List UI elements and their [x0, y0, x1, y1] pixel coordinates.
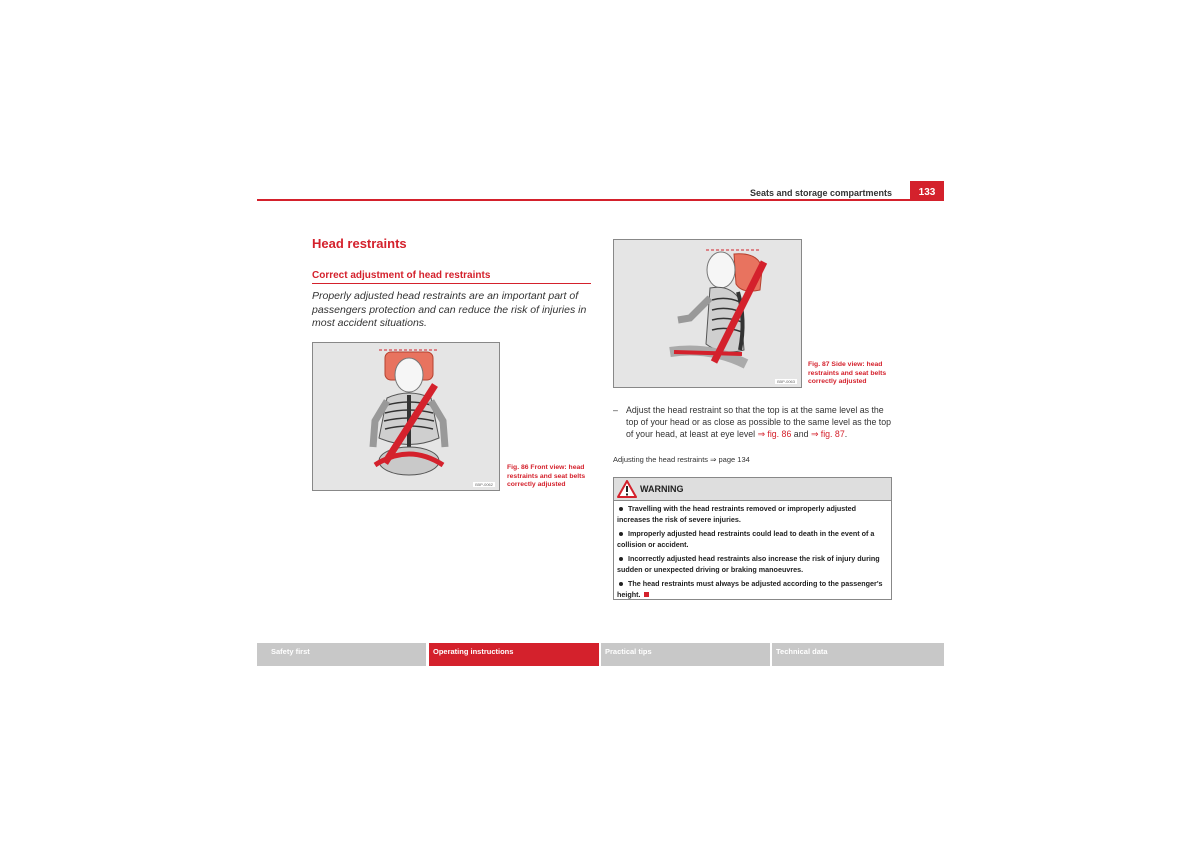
- instruction-step: [613, 404, 895, 440]
- warning-item-text: Improperly adjusted head restraints could lead to death in the event of a collision or accident.: [617, 529, 875, 549]
- warning-item-text: Travelling with the head restraints removed or improperly adjusted increases the risk of severe injuries.: [617, 504, 857, 524]
- side-view-illustration: [614, 240, 801, 387]
- intro-paragraph: Properly adjusted head restraints are an important part of passengers protection and can reduce the risk of injuries in most accident situations.: [312, 290, 587, 329]
- figure-code: B5P-0063: [777, 379, 795, 384]
- warning-title: WARNING: [640, 484, 684, 494]
- subsection-heading: Correct adjustment of head restraints: [312, 270, 491, 281]
- figure-87-side-view: [613, 239, 802, 388]
- end-marker-icon: [644, 592, 649, 597]
- bullet-icon: [619, 582, 623, 586]
- warning-item: [617, 528, 888, 550]
- footer-tab-label: Technical data: [776, 647, 828, 656]
- warning-box: [613, 477, 892, 600]
- warning-header: [614, 478, 891, 501]
- step-dash: –: [613, 405, 618, 415]
- subsection-rule: [312, 283, 591, 284]
- cross-reference-link[interactable]: Adjusting the head restraints ⇒ page 134: [613, 455, 750, 464]
- step-end: .: [844, 429, 848, 439]
- header-rule: [257, 199, 944, 201]
- fig-86-link[interactable]: ⇒ fig. 86: [757, 429, 792, 439]
- footer-tab-label: Practical tips: [605, 647, 652, 656]
- footer-tab-practical-tips[interactable]: [601, 643, 770, 666]
- warning-item-text: The head restraints must always be adjusted according to the passenger's height.: [617, 579, 883, 599]
- warning-item: [617, 553, 888, 575]
- step-and: and: [793, 429, 809, 439]
- footer-tab-label: Operating instructions: [433, 647, 514, 656]
- running-header-title: Seats and storage compartments: [749, 188, 892, 198]
- figure-86-caption: Fig. 86 Front view: head restraints and seat belts correctly adjusted: [507, 464, 586, 488]
- figure-code: B5P-0062: [475, 482, 493, 487]
- warning-item-text: Incorrectly adjusted head restraints also increase the risk of injury during sudden or unexpected driving or braking manoeuvres.: [617, 554, 880, 574]
- figure-87-caption: Fig. 87 Side view: head restraints and seat belts correctly adjusted: [808, 361, 887, 385]
- warning-item: [617, 578, 888, 600]
- footer-tab-label: Safety first: [271, 647, 310, 656]
- footer-tab-technical-data[interactable]: [772, 643, 944, 666]
- step-text-block: [626, 404, 895, 440]
- figure-86-front-view: [312, 342, 500, 491]
- bullet-icon: [619, 507, 623, 511]
- page-number: 133: [910, 181, 944, 201]
- warning-body: [614, 501, 891, 605]
- footer-tab-operating-instructions[interactable]: [429, 643, 599, 666]
- front-view-illustration: [313, 343, 499, 490]
- section-heading: Head restraints: [312, 236, 407, 251]
- bullet-icon: [619, 532, 623, 536]
- warning-item: [617, 503, 888, 525]
- footer-tab-safety-first[interactable]: [257, 643, 426, 666]
- warning-triangle-icon: [617, 480, 637, 498]
- step-text: Adjust the head restraint so that the top is at the same level as the top of your head or as close as possible to the same level as the top of your head, at least at eye level: [626, 405, 892, 439]
- bullet-icon: [619, 557, 623, 561]
- fig-87-link[interactable]: ⇒ fig. 87: [810, 429, 845, 439]
